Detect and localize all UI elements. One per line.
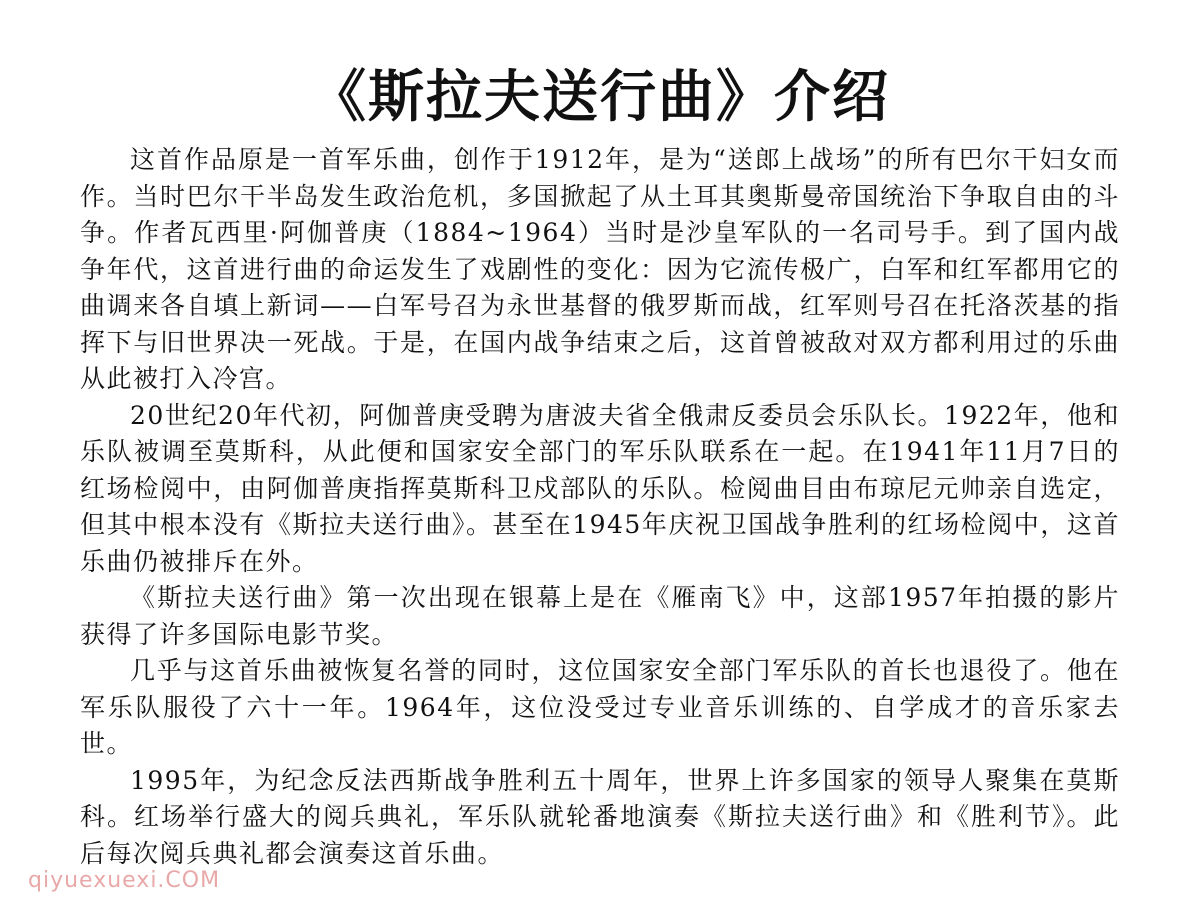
document-body bbox=[80, 142, 1120, 872]
paragraph-4: 几乎与这首乐曲被恢复名誉的同时，这位国家安全部门军乐队的首长也退役了。他在军乐队服役了六十一年。1964年，这位没受过专业音乐训练的、自学成才的音乐家去世。 bbox=[80, 656, 1120, 758]
paragraph-1: 这首作品原是一首军乐曲，创作于1912年，是为“送郎上战场”的所有巴尔干妇女而作。当时巴尔干半岛发生政治危机，多国掀起了从土耳其奥斯曼帝国统治下争取自由的斗争。作者瓦西里·阿伽普庚（1884~1964）当时是沙皇军队的一名司号手。到了国内战争年代，这首进行曲的命运发生了戏剧性的变化：因为它流传极广，白军和红军都用它的曲调来各自填上新词——白军号召为永世基督的俄罗斯而战，红军则号召在托洛茨基的指挥下与旧世界决一死战。于是，在国内战争结束之后，这首曾被敌对双方都利用过的乐曲从此被打入冷宫。 bbox=[80, 145, 1120, 393]
site-watermark: qiyuexuexi.COM bbox=[28, 868, 221, 893]
paragraph-2: 20世纪20年代初，阿伽普庚受聘为唐波夫省全俄肃反委员会乐队长。1922年，他和乐队被调至莫斯科，从此便和国家安全部门的军乐队联系在一起。在1941年11月7日的红场检阅中，由阿伽普庚指挥莫斯科卫戍部队的乐队。检阅曲目由布琼尼元帅亲自选定，但其中根本没有《斯拉夫送行曲》。甚至在1945年庆祝卫国战争胜利的红场检阅中，这首乐曲仍被排斥在外。 bbox=[80, 400, 1120, 576]
paragraph-3: 《斯拉夫送行曲》第一次出现在银幕上是在《雁南飞》中，这部1957年拍摄的影片获得了许多国际电影节奖。 bbox=[80, 583, 1120, 649]
paragraph-5: 1995年，为纪念反法西斯战争胜利五十周年，世界上许多国家的领导人聚集在莫斯科。红场举行盛大的阅兵典礼，军乐队就轮番地演奏《斯拉夫送行曲》和《胜利节》。此后每次阅兵典礼都会演奏这首乐曲。 bbox=[80, 765, 1120, 868]
document-title: 《斯拉夫送行曲》介绍 bbox=[310, 65, 890, 130]
